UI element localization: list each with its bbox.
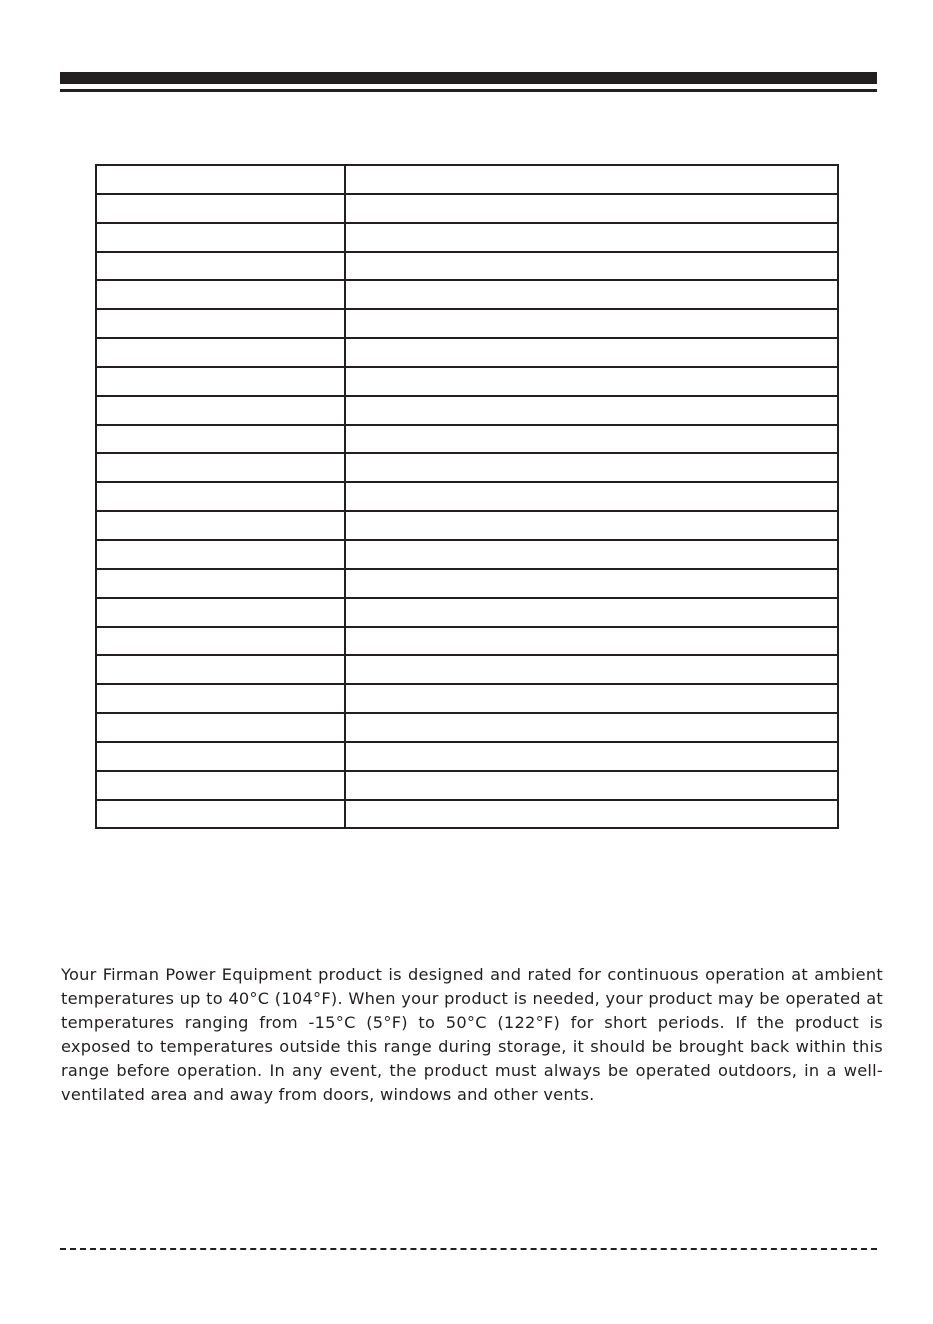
spec-row <box>96 713 838 742</box>
spec-value-cell <box>345 425 838 454</box>
spec-value-cell <box>345 194 838 223</box>
spec-value-cell <box>345 252 838 281</box>
spec-label-cell <box>96 425 345 454</box>
spec-label-cell <box>96 569 345 598</box>
spec-label-cell <box>96 540 345 569</box>
spec-label-cell <box>96 223 345 252</box>
spec-row <box>96 482 838 511</box>
spec-label-cell <box>96 165 345 194</box>
spec-value-cell <box>345 771 838 800</box>
spec-label-cell <box>96 713 345 742</box>
specifications-table-body <box>96 165 838 828</box>
spec-value-cell <box>345 655 838 684</box>
spec-row <box>96 280 838 309</box>
spec-value-cell <box>345 569 838 598</box>
spec-row <box>96 771 838 800</box>
spec-value-cell <box>345 713 838 742</box>
spec-value-cell <box>345 540 838 569</box>
spec-row <box>96 425 838 454</box>
spec-value-cell <box>345 309 838 338</box>
spec-label-cell <box>96 252 345 281</box>
spec-label-cell <box>96 280 345 309</box>
operating-temperature-note: Your Firman Power Equipment product is designed and rated for continuous operation at ambient temperatures up to 40°C (104°F). When your product is needed, your product may be operated at temperatures ranging from -15°C (5°F) to 50°C (122°F) for short periods. If the product is exposed to temperatures outside this range during storage, it should be brought back within this range before operation. In any event, the product must always be operated outdoors, in a well-ventilated area and away from doors, windows and other vents. <box>61 965 883 1104</box>
spec-row <box>96 453 838 482</box>
spec-label-cell <box>96 309 345 338</box>
spec-label-cell <box>96 367 345 396</box>
header-rule <box>60 89 877 92</box>
spec-row <box>96 742 838 771</box>
spec-value-cell <box>345 800 838 829</box>
spec-value-cell <box>345 453 838 482</box>
spec-row <box>96 309 838 338</box>
spec-value-cell <box>345 338 838 367</box>
spec-value-cell <box>345 598 838 627</box>
spec-row <box>96 540 838 569</box>
spec-row <box>96 396 838 425</box>
spec-label-cell <box>96 598 345 627</box>
spec-value-cell <box>345 684 838 713</box>
spec-row <box>96 511 838 540</box>
spec-value-cell <box>345 627 838 656</box>
spec-label-cell <box>96 800 345 829</box>
spec-label-cell <box>96 771 345 800</box>
spec-label-cell <box>96 742 345 771</box>
spec-value-cell <box>345 223 838 252</box>
spec-label-cell <box>96 655 345 684</box>
header-bar <box>60 72 877 84</box>
spec-value-cell <box>345 165 838 194</box>
spec-row <box>96 194 838 223</box>
spec-row <box>96 223 838 252</box>
spec-row <box>96 252 838 281</box>
spec-value-cell <box>345 482 838 511</box>
spec-value-cell <box>345 367 838 396</box>
spec-row <box>96 627 838 656</box>
spec-row <box>96 684 838 713</box>
spec-label-cell <box>96 684 345 713</box>
spec-value-cell <box>345 280 838 309</box>
spec-value-cell <box>345 396 838 425</box>
spec-row <box>96 165 838 194</box>
spec-row <box>96 598 838 627</box>
spec-row <box>96 569 838 598</box>
spec-label-cell <box>96 511 345 540</box>
spec-label-cell <box>96 338 345 367</box>
spec-label-cell <box>96 453 345 482</box>
spec-row <box>96 800 838 829</box>
spec-label-cell <box>96 482 345 511</box>
spec-label-cell <box>96 396 345 425</box>
spec-row <box>96 367 838 396</box>
spec-value-cell <box>345 742 838 771</box>
specifications-table <box>95 164 839 829</box>
footer-dashed-rule <box>60 1248 877 1250</box>
spec-label-cell <box>96 194 345 223</box>
spec-value-cell <box>345 511 838 540</box>
spec-row <box>96 338 838 367</box>
spec-row <box>96 655 838 684</box>
spec-label-cell <box>96 627 345 656</box>
